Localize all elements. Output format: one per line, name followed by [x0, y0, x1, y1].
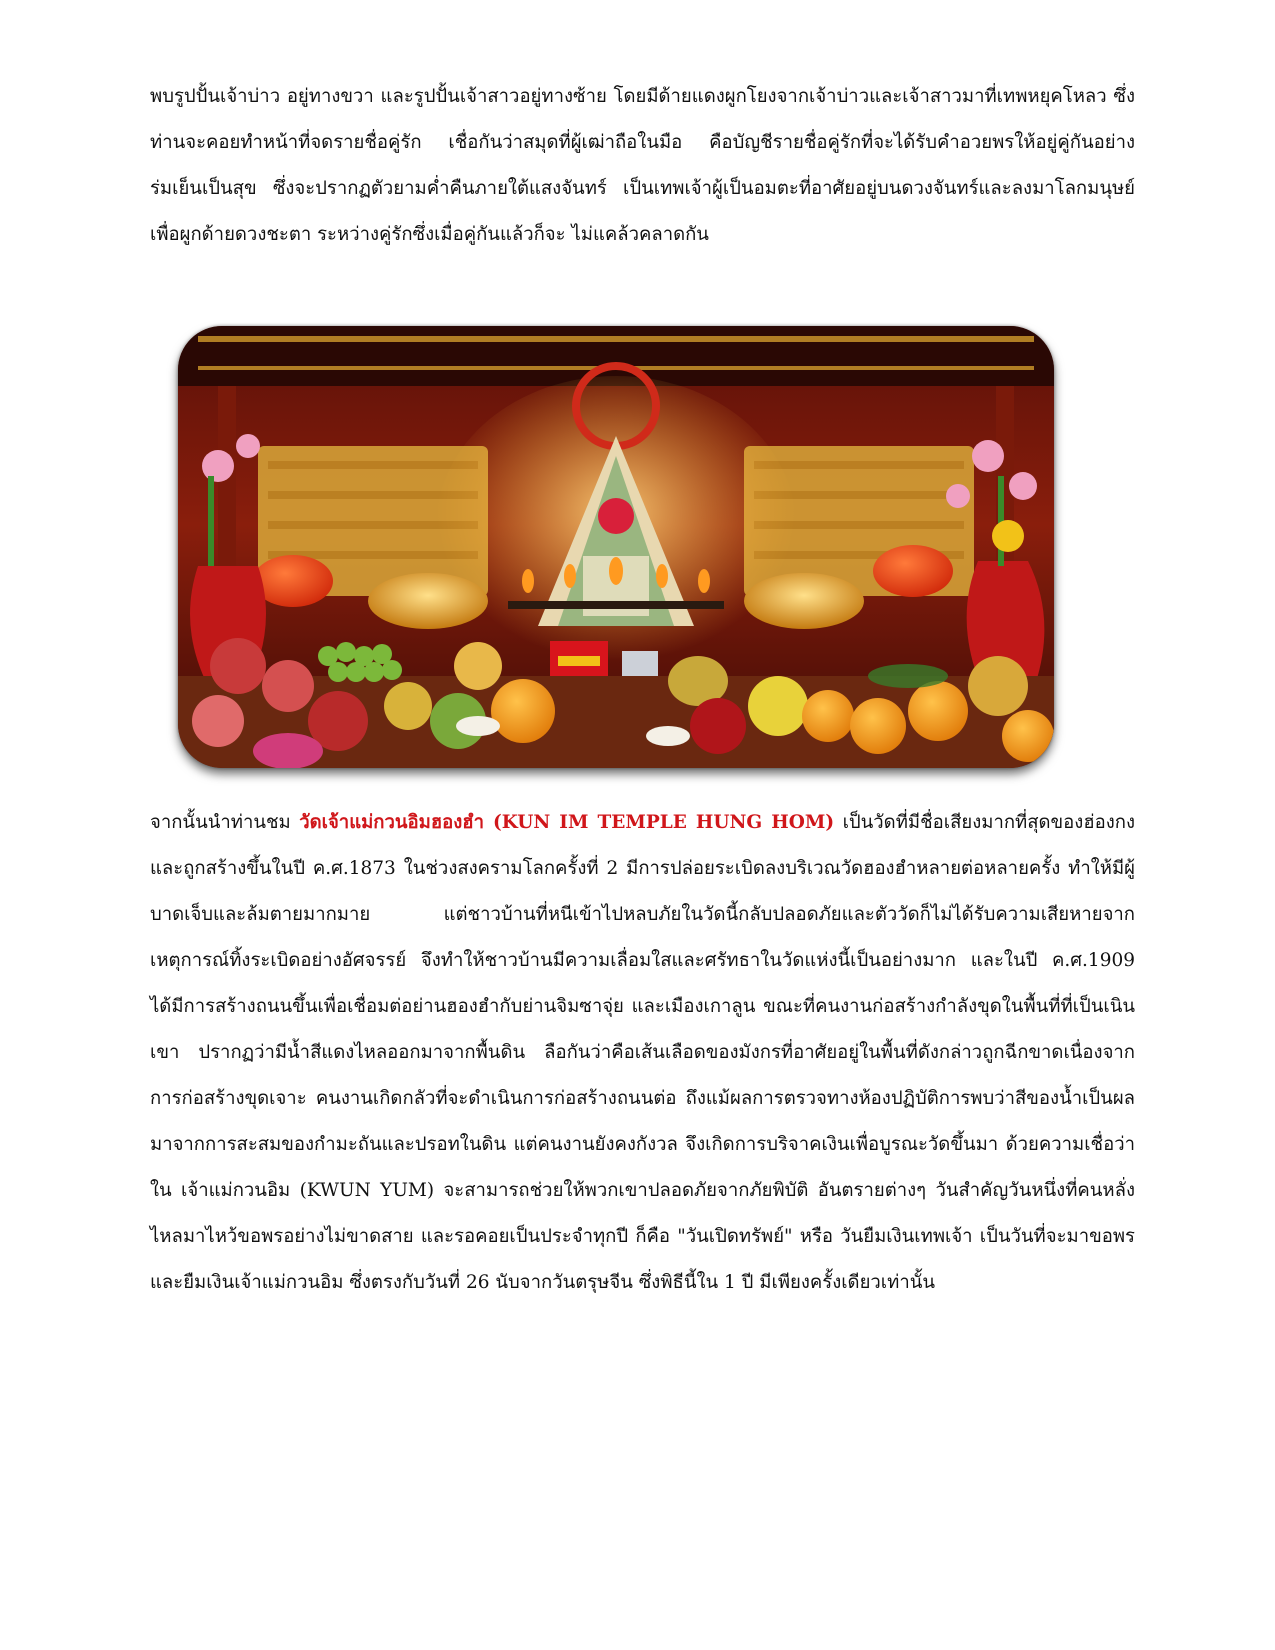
- paragraph-body: เป็นวัดที่มีชื่อเสียงมากที่สุดของฮ่องกง และถูกสร้างขึ้นในปี ค.ศ.1873 ในช่วงสงครามโลกครั้งที่ 2 มีการปล่อยระเบิดลงบริเวณวัดฮองฮำหลายต่อหลายครั้ง ทำให้มีผู้บาดเจ็บและล้มตายมากมาย แต่ชาวบ้านที่หนีเข้าไปหลบภัยในวัดนี้กลับปลอดภัยและตัววัดก็ไม่ได้รับความเสียหายจากเหตุการณ์ทิ้งระเบิดอย่างอัศจรรย์ จึงทำให้ชาวบ้านมีความเลื่อมใสและศรัทธาในวัดแห่งนี้เป็นอย่างมาก และในปี ค.ศ.1909 ได้มีการสร้างถนนขึ้นเพื่อเชื่อมต่อย่านฮองฮำกับย่านจิมซาจุ่ย และเมืองเกาลูน ขณะที่คนงานก่อสร้างกำลังขุดในพื้นที่ที่เป็นเนินเขา ปรากฏว่ามีน้ำสีแดงไหลออกมาจากพื้นดิน ลือกันว่าคือเส้นเลือดของมังกรที่อาศัยอยู่ในพื้นที่ดังกล่าวถูกฉีกขาดเนื่องจากการก่อสร้างขุดเจาะ คนงานเกิดกลัวที่จะดำเนินการก่อสร้างถนนต่อ ถึงแม้ผลการตรวจทางห้องปฏิบัติการพบว่าสีของน้ำเป็นผลมาจากการสะสมของกำมะถันและปรอทในดิน แต่คนงานยังคงกังวล จึงเกิดการบริจาคเงินเพื่อบูรณะวัดขึ้นมา ด้วยความเชื่อว่าใน เจ้าแม่กวนอิม (KWUN YUM) จะสามารถช่วยให้พวกเขาปลอดภัยจากภัยพิบัติ อันตรายต่างๆ วันสำคัญวันหนึ่งที่คนหลั่งไหลมาไหว้ขอพรอย่างไม่ขาดสาย และรอคอยเป็นประจำทุกปี ก็คือ "วันเปิดทรัพย์" หรือ วันยืมเงินเทพเจ้า เป็นวันที่จะมาขอพรและยืมเงินเจ้าแม่กวนอิม ซึ่งตรงกับวันที่ 26 นับจากวันตรุษจีน ซึ่งพิธีนี้ใน 1 ปี มีเพียงครั้งเดียวเท่านั้น: [150, 812, 1135, 1293]
- temple-altar-photo: [178, 326, 1054, 768]
- temple-name-highlight: วัดเจ้าแม่กวนอิมฮองฮำ (KUN IM TEMPLE HUNG HOM): [299, 812, 835, 833]
- paragraph-matchmaker-god: พบรูปปั้นเจ้าบ่าว อยู่ทางขวา และรูปปั้นเจ้าสาวอยู่ทางซ้าย โดยมีด้ายแดงผูกโยงจากเจ้าบ่าวและเจ้าสาวมาที่เทพหยุคโหลว ซึ่งท่านจะคอยทำหน้าที่จดรายชื่อคู่รัก เชื่อกันว่าสมุดที่ผู้เฒ่าถือในมือ คือบัญชีรายชื่อคู่รักที่จะได้รับคำอวยพรให้อยู่คู่กันอย่างร่มเย็นเป็นสุข ซึ่งจะปรากฏตัวยามค่ำคืนภายใต้แสงจันทร์ เป็นเทพเจ้าผู้เป็นอมตะที่อาศัยอยู่บนดวงจันทร์และลงมาโลกมนุษย์เพื่อผูกด้ายดวงชะตา ระหว่างคู่รักซึ่งเมื่อคู่กันแล้วก็จะ ไม่แคล้วคลาดกัน: [150, 86, 1135, 245]
- altar-image: [178, 326, 1054, 768]
- paragraph-intro: จากนั้นนำท่านชม: [150, 812, 300, 833]
- paragraph-kun-im-temple: [150, 800, 1135, 1306]
